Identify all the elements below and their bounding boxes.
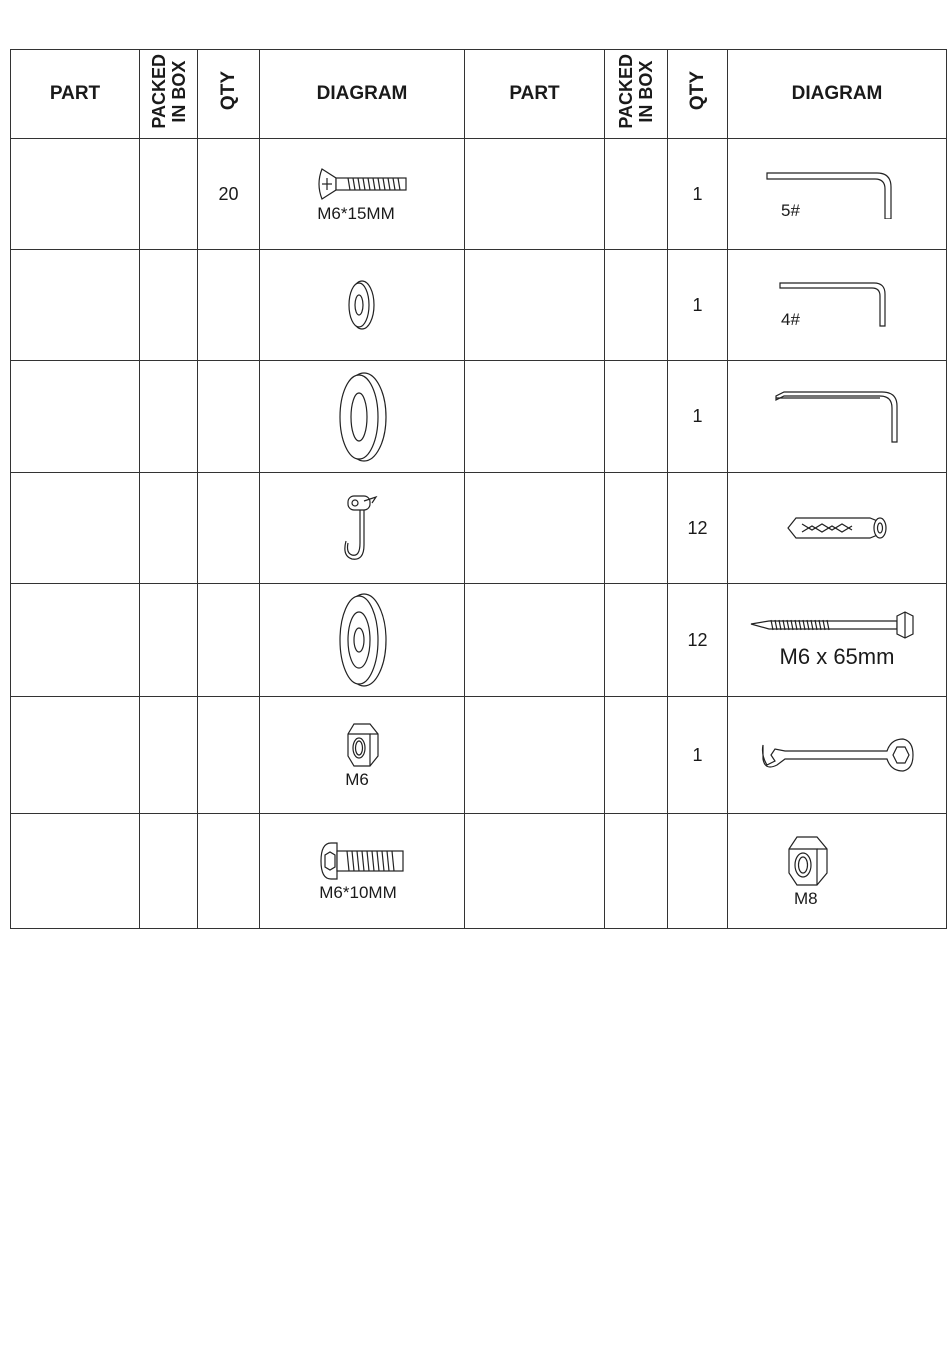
header-row <box>11 50 947 139</box>
header-part: PART <box>11 50 140 139</box>
table-row <box>11 697 947 814</box>
qty-cell: 20 <box>198 139 260 250</box>
diagram-cell-right <box>728 473 947 584</box>
part-cell <box>11 473 140 584</box>
qty-cell <box>198 697 260 814</box>
table-row <box>11 584 947 697</box>
packed-checkbox-cell[interactable] <box>140 361 198 473</box>
packed-checkbox-cell-right[interactable] <box>605 250 668 361</box>
table-row <box>11 139 947 250</box>
table-row <box>11 814 947 929</box>
part-cell <box>11 250 140 361</box>
header-packed-in-box <box>140 50 198 139</box>
table-row <box>11 361 947 473</box>
qty-cell <box>198 250 260 361</box>
part-cell-right <box>465 473 605 584</box>
hex-socket-bolt-icon <box>317 839 407 883</box>
diagram-cell <box>260 697 465 814</box>
allen-key-icon <box>772 390 902 444</box>
diagram-label: M6*15MM <box>317 204 395 223</box>
diagram-cell-right <box>728 584 947 697</box>
qty-cell-right: 1 <box>668 250 728 361</box>
table-row <box>11 473 947 584</box>
diagram-cell <box>260 250 465 361</box>
flat-washer-icon <box>332 590 392 690</box>
diagram-label-right: 4# <box>781 310 800 329</box>
picture-hook-icon <box>342 493 382 563</box>
header-diagram: DIAGRAM <box>260 50 465 139</box>
packed-checkbox-cell-right[interactable] <box>605 473 668 584</box>
part-cell-right <box>465 584 605 697</box>
packed-checkbox-cell-right[interactable] <box>605 584 668 697</box>
packed-checkbox-cell[interactable] <box>140 473 198 584</box>
qty-cell <box>198 584 260 697</box>
countersunk-screw-icon <box>312 164 412 204</box>
table-row <box>11 250 947 361</box>
diagram-cell <box>260 584 465 697</box>
diagram-cell-right <box>728 250 947 361</box>
diagram-cell <box>260 361 465 473</box>
header-qty <box>198 50 260 139</box>
packed-checkbox-cell[interactable] <box>140 139 198 250</box>
packed-checkbox-cell-right[interactable] <box>605 697 668 814</box>
part-cell-right <box>465 361 605 473</box>
diagram-cell-right <box>728 697 947 814</box>
packed-checkbox-cell[interactable] <box>140 814 198 929</box>
qty-cell <box>198 473 260 584</box>
qty-cell-right <box>668 814 728 929</box>
packed-checkbox-cell[interactable] <box>140 584 198 697</box>
header-packed-in-box-2 <box>605 50 668 139</box>
diagram-label-right: M8 <box>794 889 818 908</box>
header-packed-text-2: PACKED IN BOX <box>616 53 656 129</box>
part-cell <box>11 584 140 697</box>
part-cell <box>11 814 140 929</box>
header-diagram-2: DIAGRAM <box>728 50 947 139</box>
header-part-2: PART <box>465 50 605 139</box>
parts-table <box>10 49 947 929</box>
diagram-label-right: 5# <box>781 201 800 220</box>
header-qty-text-2: QTY <box>686 71 708 111</box>
part-cell-right <box>465 139 605 250</box>
diagram-label-right: M6 x 65mm <box>779 644 895 669</box>
diagram-label: M6 <box>345 770 369 789</box>
diagram-cell <box>260 473 465 584</box>
diagram-cell-right <box>728 814 947 929</box>
part-cell-right <box>465 250 605 361</box>
header-qty-text: QTY <box>217 71 239 111</box>
diagram-cell-right <box>728 361 947 473</box>
packed-checkbox-cell[interactable] <box>140 697 198 814</box>
qty-cell-right: 1 <box>668 361 728 473</box>
qty-cell <box>198 361 260 473</box>
diagram-cell-right <box>728 139 947 250</box>
wrench-icon <box>757 735 917 775</box>
header-qty-2 <box>668 50 728 139</box>
qty-cell-right: 1 <box>668 697 728 814</box>
qty-cell-right: 1 <box>668 139 728 250</box>
part-cell <box>11 361 140 473</box>
packed-checkbox-cell-right[interactable] <box>605 814 668 929</box>
part-cell <box>11 139 140 250</box>
lag-screw-icon <box>747 610 927 644</box>
hex-nut-icon <box>342 720 382 770</box>
diagram-cell <box>260 814 465 929</box>
header-packed-text: PACKED IN BOX <box>148 53 189 129</box>
packed-checkbox-cell-right[interactable] <box>605 139 668 250</box>
part-cell-right <box>465 814 605 929</box>
hex-nut-icon <box>783 833 833 889</box>
packed-checkbox-cell[interactable] <box>140 250 198 361</box>
qty-cell <box>198 814 260 929</box>
wall-plug-icon <box>782 510 892 546</box>
part-cell <box>11 697 140 814</box>
large-washer-icon <box>332 369 392 465</box>
part-cell-right <box>465 697 605 814</box>
diagram-cell <box>260 139 465 250</box>
diagram-label: M6*10MM <box>319 883 397 902</box>
packed-checkbox-cell-right[interactable] <box>605 361 668 473</box>
qty-cell-right: 12 <box>668 473 728 584</box>
qty-cell-right: 12 <box>668 584 728 697</box>
small-washer-icon <box>342 277 382 333</box>
